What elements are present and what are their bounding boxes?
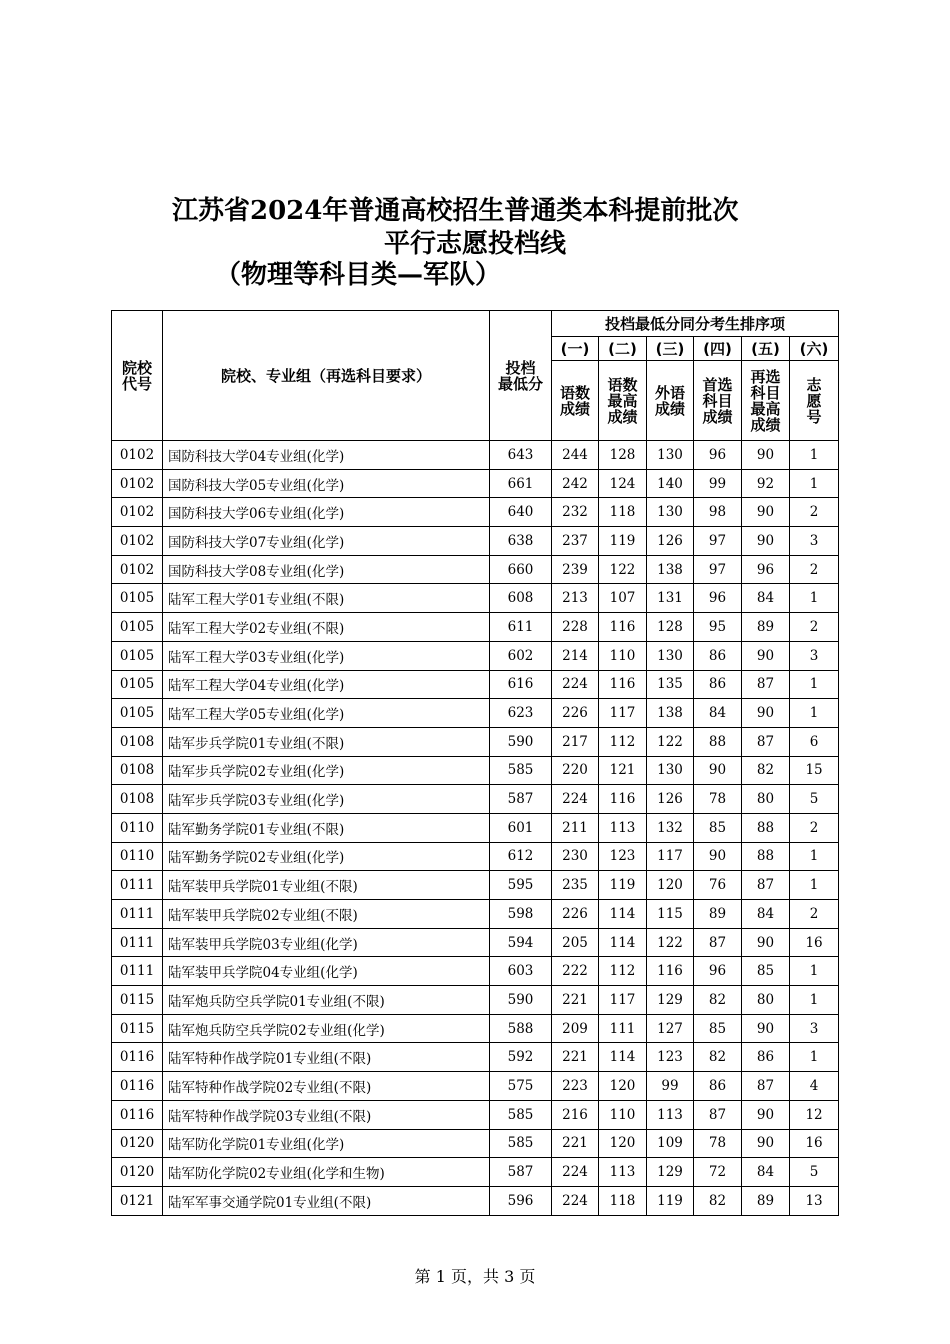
rank-3-cell: 122 xyxy=(647,928,694,957)
header-order-6: (六) xyxy=(790,337,839,361)
table-row xyxy=(112,957,839,986)
rank-3-cell: 132 xyxy=(647,813,694,842)
rank-2-cell: 111 xyxy=(599,1014,647,1043)
rank-1-cell: 228 xyxy=(552,613,599,642)
header-sub-4: 首选 科目 成绩 xyxy=(694,361,742,441)
rank-5-cell: 90 xyxy=(742,641,790,670)
table-row xyxy=(112,584,839,613)
rank-5-cell: 90 xyxy=(742,928,790,957)
rank-5-cell: 90 xyxy=(742,1014,790,1043)
min-score-cell: 603 xyxy=(490,957,552,986)
min-score-cell: 602 xyxy=(490,641,552,670)
rank-2-cell: 120 xyxy=(599,1129,647,1158)
rank-3-cell: 117 xyxy=(647,842,694,871)
school-code-cell: 0110 xyxy=(112,813,163,842)
rank-2-cell: 121 xyxy=(599,756,647,785)
min-score-cell: 612 xyxy=(490,842,552,871)
rank-1-cell: 211 xyxy=(552,813,599,842)
min-score-cell: 643 xyxy=(490,441,552,470)
table-row xyxy=(112,900,839,929)
rank-3-cell: 140 xyxy=(647,469,694,498)
header-sub-6: 志 愿 号 xyxy=(790,361,839,441)
rank-1-cell: 220 xyxy=(552,756,599,785)
min-score-cell: 660 xyxy=(490,555,552,584)
rank-3-cell: 99 xyxy=(647,1072,694,1101)
rank-1-cell: 237 xyxy=(552,527,599,556)
rank-6-cell: 1 xyxy=(790,1043,839,1072)
school-code-cell: 0105 xyxy=(112,584,163,613)
rank-6-cell: 1 xyxy=(790,469,839,498)
group-name-cell: 陆军装甲兵学院04专业组(化学) xyxy=(163,957,490,986)
rank-1-cell: 205 xyxy=(552,928,599,957)
school-code-cell: 0120 xyxy=(112,1129,163,1158)
rank-2-cell: 107 xyxy=(599,584,647,613)
group-name-cell: 陆军炮兵防空兵学院02专业组(化学) xyxy=(163,1014,490,1043)
rank-6-cell: 2 xyxy=(790,813,839,842)
table-row xyxy=(112,1043,839,1072)
rank-2-cell: 116 xyxy=(599,670,647,699)
school-code-cell: 0105 xyxy=(112,613,163,642)
rank-4-cell: 97 xyxy=(694,527,742,556)
school-code-cell: 0111 xyxy=(112,928,163,957)
rank-4-cell: 98 xyxy=(694,498,742,527)
rank-5-cell: 90 xyxy=(742,498,790,527)
rank-4-cell: 90 xyxy=(694,756,742,785)
rank-6-cell: 16 xyxy=(790,928,839,957)
rank-5-cell: 87 xyxy=(742,727,790,756)
rank-5-cell: 84 xyxy=(742,900,790,929)
rank-6-cell: 5 xyxy=(790,1158,839,1187)
table-row xyxy=(112,1072,839,1101)
rank-4-cell: 89 xyxy=(694,900,742,929)
group-name-cell: 陆军装甲兵学院02专业组(不限) xyxy=(163,900,490,929)
school-code-cell: 0110 xyxy=(112,842,163,871)
min-score-cell: 661 xyxy=(490,469,552,498)
table-row xyxy=(112,469,839,498)
rank-2-cell: 128 xyxy=(599,441,647,470)
rank-4-cell: 76 xyxy=(694,871,742,900)
rank-1-cell: 235 xyxy=(552,871,599,900)
rank-2-cell: 120 xyxy=(599,1072,647,1101)
rank-3-cell: 109 xyxy=(647,1129,694,1158)
rank-4-cell: 86 xyxy=(694,670,742,699)
group-name-cell: 陆军装甲兵学院01专业组(不限) xyxy=(163,871,490,900)
rank-1-cell: 224 xyxy=(552,1186,599,1215)
rank-4-cell: 78 xyxy=(694,1129,742,1158)
rank-3-cell: 135 xyxy=(647,670,694,699)
school-code-cell: 0121 xyxy=(112,1186,163,1215)
group-name-cell: 国防科技大学05专业组(化学) xyxy=(163,469,490,498)
rank-4-cell: 96 xyxy=(694,957,742,986)
school-code-cell: 0120 xyxy=(112,1158,163,1187)
min-score-cell: 575 xyxy=(490,1072,552,1101)
rank-5-cell: 86 xyxy=(742,1043,790,1072)
rank-1-cell: 221 xyxy=(552,1043,599,1072)
table-row xyxy=(112,613,839,642)
rank-3-cell: 138 xyxy=(647,699,694,728)
school-code-cell: 0102 xyxy=(112,555,163,584)
school-code-cell: 0105 xyxy=(112,670,163,699)
group-name-cell: 陆军工程大学03专业组(化学) xyxy=(163,641,490,670)
group-name-cell: 陆军步兵学院01专业组(不限) xyxy=(163,727,490,756)
rank-2-cell: 114 xyxy=(599,1043,647,1072)
min-score-cell: 616 xyxy=(490,670,552,699)
rank-1-cell: 232 xyxy=(552,498,599,527)
rank-3-cell: 130 xyxy=(647,441,694,470)
title-line-3: （物理等科目类—军队） xyxy=(215,260,502,290)
table-row xyxy=(112,1014,839,1043)
rank-4-cell: 90 xyxy=(694,842,742,871)
rank-4-cell: 96 xyxy=(694,584,742,613)
rank-5-cell: 87 xyxy=(742,1072,790,1101)
min-score-cell: 590 xyxy=(490,727,552,756)
school-code-cell: 0115 xyxy=(112,986,163,1015)
rank-4-cell: 87 xyxy=(694,1100,742,1129)
rank-4-cell: 86 xyxy=(694,1072,742,1101)
rank-5-cell: 90 xyxy=(742,1129,790,1158)
table-row xyxy=(112,527,839,556)
min-score-cell: 585 xyxy=(490,756,552,785)
min-score-cell: 587 xyxy=(490,1158,552,1187)
rank-6-cell: 3 xyxy=(790,527,839,556)
rank-6-cell: 1 xyxy=(790,441,839,470)
rank-4-cell: 99 xyxy=(694,469,742,498)
rank-5-cell: 89 xyxy=(742,613,790,642)
rank-2-cell: 110 xyxy=(599,1100,647,1129)
rank-1-cell: 224 xyxy=(552,1158,599,1187)
rank-2-cell: 113 xyxy=(599,1158,647,1187)
rank-1-cell: 224 xyxy=(552,670,599,699)
header-order-1: (一) xyxy=(552,337,599,361)
rank-1-cell: 221 xyxy=(552,986,599,1015)
group-name-cell: 陆军工程大学02专业组(不限) xyxy=(163,613,490,642)
min-score-cell: 590 xyxy=(490,986,552,1015)
rank-3-cell: 130 xyxy=(647,498,694,527)
rank-4-cell: 78 xyxy=(694,785,742,814)
min-score-cell: 611 xyxy=(490,613,552,642)
table-row xyxy=(112,727,839,756)
rank-2-cell: 118 xyxy=(599,498,647,527)
rank-2-cell: 113 xyxy=(599,813,647,842)
rank-3-cell: 127 xyxy=(647,1014,694,1043)
table-row xyxy=(112,699,839,728)
school-code-cell: 0108 xyxy=(112,785,163,814)
rank-4-cell: 82 xyxy=(694,1186,742,1215)
rank-3-cell: 126 xyxy=(647,785,694,814)
rank-2-cell: 110 xyxy=(599,641,647,670)
rank-2-cell: 119 xyxy=(599,871,647,900)
rank-1-cell: 244 xyxy=(552,441,599,470)
rank-3-cell: 129 xyxy=(647,1158,694,1187)
group-name-cell: 陆军军事交通学院01专业组(不限) xyxy=(163,1186,490,1215)
rank-1-cell: 216 xyxy=(552,1100,599,1129)
table-row xyxy=(112,1186,839,1215)
group-name-cell: 国防科技大学07专业组(化学) xyxy=(163,527,490,556)
min-score-cell: 592 xyxy=(490,1043,552,1072)
rank-2-cell: 116 xyxy=(599,613,647,642)
table-row xyxy=(112,813,839,842)
rank-3-cell: 131 xyxy=(647,584,694,613)
rank-1-cell: 230 xyxy=(552,842,599,871)
rank-5-cell: 84 xyxy=(742,584,790,613)
rank-2-cell: 112 xyxy=(599,727,647,756)
rank-6-cell: 1 xyxy=(790,699,839,728)
rank-4-cell: 96 xyxy=(694,441,742,470)
header-sub-1: 语数 成绩 xyxy=(552,361,599,441)
header-order-5: (五) xyxy=(742,337,790,361)
rank-6-cell: 1 xyxy=(790,871,839,900)
table-row xyxy=(112,928,839,957)
rank-5-cell: 88 xyxy=(742,842,790,871)
header-order-3: (三) xyxy=(647,337,694,361)
rank-4-cell: 82 xyxy=(694,1043,742,1072)
school-code-cell: 0111 xyxy=(112,871,163,900)
rank-1-cell: 209 xyxy=(552,1014,599,1043)
rank-5-cell: 82 xyxy=(742,756,790,785)
table-row xyxy=(112,842,839,871)
rank-2-cell: 124 xyxy=(599,469,647,498)
rank-2-cell: 118 xyxy=(599,1186,647,1215)
school-code-cell: 0102 xyxy=(112,469,163,498)
rank-5-cell: 92 xyxy=(742,469,790,498)
rank-2-cell: 122 xyxy=(599,555,647,584)
title-line-1: 江苏省2024年普通高校招生普通类本科提前批次 xyxy=(172,196,739,226)
rank-5-cell: 85 xyxy=(742,957,790,986)
school-code-cell: 0108 xyxy=(112,756,163,785)
rank-1-cell: 221 xyxy=(552,1129,599,1158)
rank-6-cell: 2 xyxy=(790,498,839,527)
header-order-4: (四) xyxy=(694,337,742,361)
table-row xyxy=(112,1158,839,1187)
header-sub-3: 外语 成绩 xyxy=(647,361,694,441)
rank-6-cell: 5 xyxy=(790,785,839,814)
min-score-cell: 601 xyxy=(490,813,552,842)
table-row xyxy=(112,670,839,699)
group-name-cell: 陆军特种作战学院02专业组(不限) xyxy=(163,1072,490,1101)
min-score-cell: 623 xyxy=(490,699,552,728)
school-code-cell: 0116 xyxy=(112,1072,163,1101)
group-name-cell: 陆军特种作战学院01专业组(不限) xyxy=(163,1043,490,1072)
rank-5-cell: 87 xyxy=(742,670,790,699)
rank-3-cell: 113 xyxy=(647,1100,694,1129)
min-score-cell: 595 xyxy=(490,871,552,900)
group-name-cell: 陆军勤务学院02专业组(化学) xyxy=(163,842,490,871)
rank-1-cell: 222 xyxy=(552,957,599,986)
school-code-cell: 0111 xyxy=(112,900,163,929)
min-score-cell: 640 xyxy=(490,498,552,527)
school-code-cell: 0102 xyxy=(112,441,163,470)
group-name-cell: 陆军步兵学院03专业组(化学) xyxy=(163,785,490,814)
rank-6-cell: 4 xyxy=(790,1072,839,1101)
group-name-cell: 陆军勤务学院01专业组(不限) xyxy=(163,813,490,842)
rank-6-cell: 15 xyxy=(790,756,839,785)
rank-3-cell: 128 xyxy=(647,613,694,642)
rank-1-cell: 242 xyxy=(552,469,599,498)
header-code: 院校 代号 xyxy=(112,311,163,441)
rank-4-cell: 97 xyxy=(694,555,742,584)
rank-6-cell: 16 xyxy=(790,1129,839,1158)
rank-6-cell: 2 xyxy=(790,555,839,584)
min-score-cell: 594 xyxy=(490,928,552,957)
min-score-cell: 596 xyxy=(490,1186,552,1215)
rank-6-cell: 6 xyxy=(790,727,839,756)
table-row xyxy=(112,498,839,527)
rank-5-cell: 88 xyxy=(742,813,790,842)
group-name-cell: 陆军防化学院02专业组(化学和生物) xyxy=(163,1158,490,1187)
min-score-cell: 608 xyxy=(490,584,552,613)
rank-3-cell: 138 xyxy=(647,555,694,584)
group-name-cell: 陆军工程大学05专业组(化学) xyxy=(163,699,490,728)
header-sub-2: 语数 最高 成绩 xyxy=(599,361,647,441)
rank-4-cell: 86 xyxy=(694,641,742,670)
school-code-cell: 0105 xyxy=(112,641,163,670)
rank-4-cell: 72 xyxy=(694,1158,742,1187)
table-row xyxy=(112,986,839,1015)
header-sub-5: 再选 科目 最高 成绩 xyxy=(742,361,790,441)
min-score-cell: 585 xyxy=(490,1129,552,1158)
min-score-cell: 585 xyxy=(490,1100,552,1129)
rank-3-cell: 126 xyxy=(647,527,694,556)
group-name-cell: 陆军特种作战学院03专业组(不限) xyxy=(163,1100,490,1129)
group-name-cell: 陆军装甲兵学院03专业组(化学) xyxy=(163,928,490,957)
header-tie-break: 投档最低分同分考生排序项 xyxy=(552,311,839,337)
rank-6-cell: 3 xyxy=(790,641,839,670)
rank-3-cell: 130 xyxy=(647,756,694,785)
rank-5-cell: 80 xyxy=(742,785,790,814)
rank-5-cell: 90 xyxy=(742,1100,790,1129)
rank-2-cell: 112 xyxy=(599,957,647,986)
group-name-cell: 国防科技大学04专业组(化学) xyxy=(163,441,490,470)
rank-3-cell: 115 xyxy=(647,900,694,929)
rank-2-cell: 114 xyxy=(599,928,647,957)
rank-5-cell: 90 xyxy=(742,527,790,556)
rank-2-cell: 117 xyxy=(599,986,647,1015)
rank-4-cell: 82 xyxy=(694,986,742,1015)
group-name-cell: 陆军步兵学院02专业组(化学) xyxy=(163,756,490,785)
min-score-cell: 638 xyxy=(490,527,552,556)
rank-1-cell: 214 xyxy=(552,641,599,670)
group-name-cell: 陆军工程大学01专业组(不限) xyxy=(163,584,490,613)
rank-1-cell: 224 xyxy=(552,785,599,814)
rank-5-cell: 80 xyxy=(742,986,790,1015)
table-row xyxy=(112,641,839,670)
min-score-cell: 598 xyxy=(490,900,552,929)
rank-5-cell: 89 xyxy=(742,1186,790,1215)
rank-6-cell: 3 xyxy=(790,1014,839,1043)
table-row xyxy=(112,1129,839,1158)
rank-1-cell: 226 xyxy=(552,699,599,728)
group-name-cell: 陆军炮兵防空兵学院01专业组(不限) xyxy=(163,986,490,1015)
rank-5-cell: 90 xyxy=(742,699,790,728)
school-code-cell: 0102 xyxy=(112,527,163,556)
rank-6-cell: 1 xyxy=(790,986,839,1015)
table-row xyxy=(112,555,839,584)
title-line-2: 平行志愿投档线 xyxy=(383,229,566,259)
rank-2-cell: 119 xyxy=(599,527,647,556)
rank-1-cell: 223 xyxy=(552,1072,599,1101)
rank-1-cell: 217 xyxy=(552,727,599,756)
rank-2-cell: 116 xyxy=(599,785,647,814)
group-name-cell: 国防科技大学06专业组(化学) xyxy=(163,498,490,527)
admission-score-table xyxy=(111,310,839,1216)
page-footer: 第 1 页，共 3 页 xyxy=(414,1267,536,1286)
rank-2-cell: 114 xyxy=(599,900,647,929)
school-code-cell: 0111 xyxy=(112,957,163,986)
rank-5-cell: 96 xyxy=(742,555,790,584)
school-code-cell: 0116 xyxy=(112,1100,163,1129)
rank-5-cell: 87 xyxy=(742,871,790,900)
rank-5-cell: 90 xyxy=(742,441,790,470)
school-code-cell: 0105 xyxy=(112,699,163,728)
table-row xyxy=(112,441,839,470)
rank-3-cell: 122 xyxy=(647,727,694,756)
table-row xyxy=(112,756,839,785)
group-name-cell: 陆军工程大学04专业组(化学) xyxy=(163,670,490,699)
rank-4-cell: 85 xyxy=(694,1014,742,1043)
rank-5-cell: 84 xyxy=(742,1158,790,1187)
rank-4-cell: 95 xyxy=(694,613,742,642)
table-row xyxy=(112,1100,839,1129)
rank-1-cell: 239 xyxy=(552,555,599,584)
rank-6-cell: 1 xyxy=(790,670,839,699)
rank-1-cell: 213 xyxy=(552,584,599,613)
header-order-2: (二) xyxy=(599,337,647,361)
min-score-cell: 588 xyxy=(490,1014,552,1043)
rank-6-cell: 12 xyxy=(790,1100,839,1129)
table-row xyxy=(112,871,839,900)
school-code-cell: 0108 xyxy=(112,727,163,756)
rank-3-cell: 123 xyxy=(647,1043,694,1072)
rank-4-cell: 88 xyxy=(694,727,742,756)
school-code-cell: 0115 xyxy=(112,1014,163,1043)
rank-3-cell: 116 xyxy=(647,957,694,986)
header-name: 院校、专业组（再选科目要求） xyxy=(163,311,490,441)
school-code-cell: 0116 xyxy=(112,1043,163,1072)
table-row xyxy=(112,785,839,814)
rank-6-cell: 1 xyxy=(790,842,839,871)
group-name-cell: 国防科技大学08专业组(化学) xyxy=(163,555,490,584)
rank-3-cell: 130 xyxy=(647,641,694,670)
rank-4-cell: 84 xyxy=(694,699,742,728)
rank-3-cell: 119 xyxy=(647,1186,694,1215)
rank-4-cell: 87 xyxy=(694,928,742,957)
rank-4-cell: 85 xyxy=(694,813,742,842)
group-name-cell: 陆军防化学院01专业组(化学) xyxy=(163,1129,490,1158)
rank-2-cell: 117 xyxy=(599,699,647,728)
rank-2-cell: 123 xyxy=(599,842,647,871)
rank-6-cell: 1 xyxy=(790,584,839,613)
rank-6-cell: 2 xyxy=(790,613,839,642)
rank-3-cell: 129 xyxy=(647,986,694,1015)
rank-1-cell: 226 xyxy=(552,900,599,929)
header-min-score: 投档 最低分 xyxy=(490,311,552,441)
school-code-cell: 0102 xyxy=(112,498,163,527)
min-score-cell: 587 xyxy=(490,785,552,814)
rank-6-cell: 13 xyxy=(790,1186,839,1215)
rank-6-cell: 2 xyxy=(790,900,839,929)
rank-6-cell: 1 xyxy=(790,957,839,986)
rank-3-cell: 120 xyxy=(647,871,694,900)
